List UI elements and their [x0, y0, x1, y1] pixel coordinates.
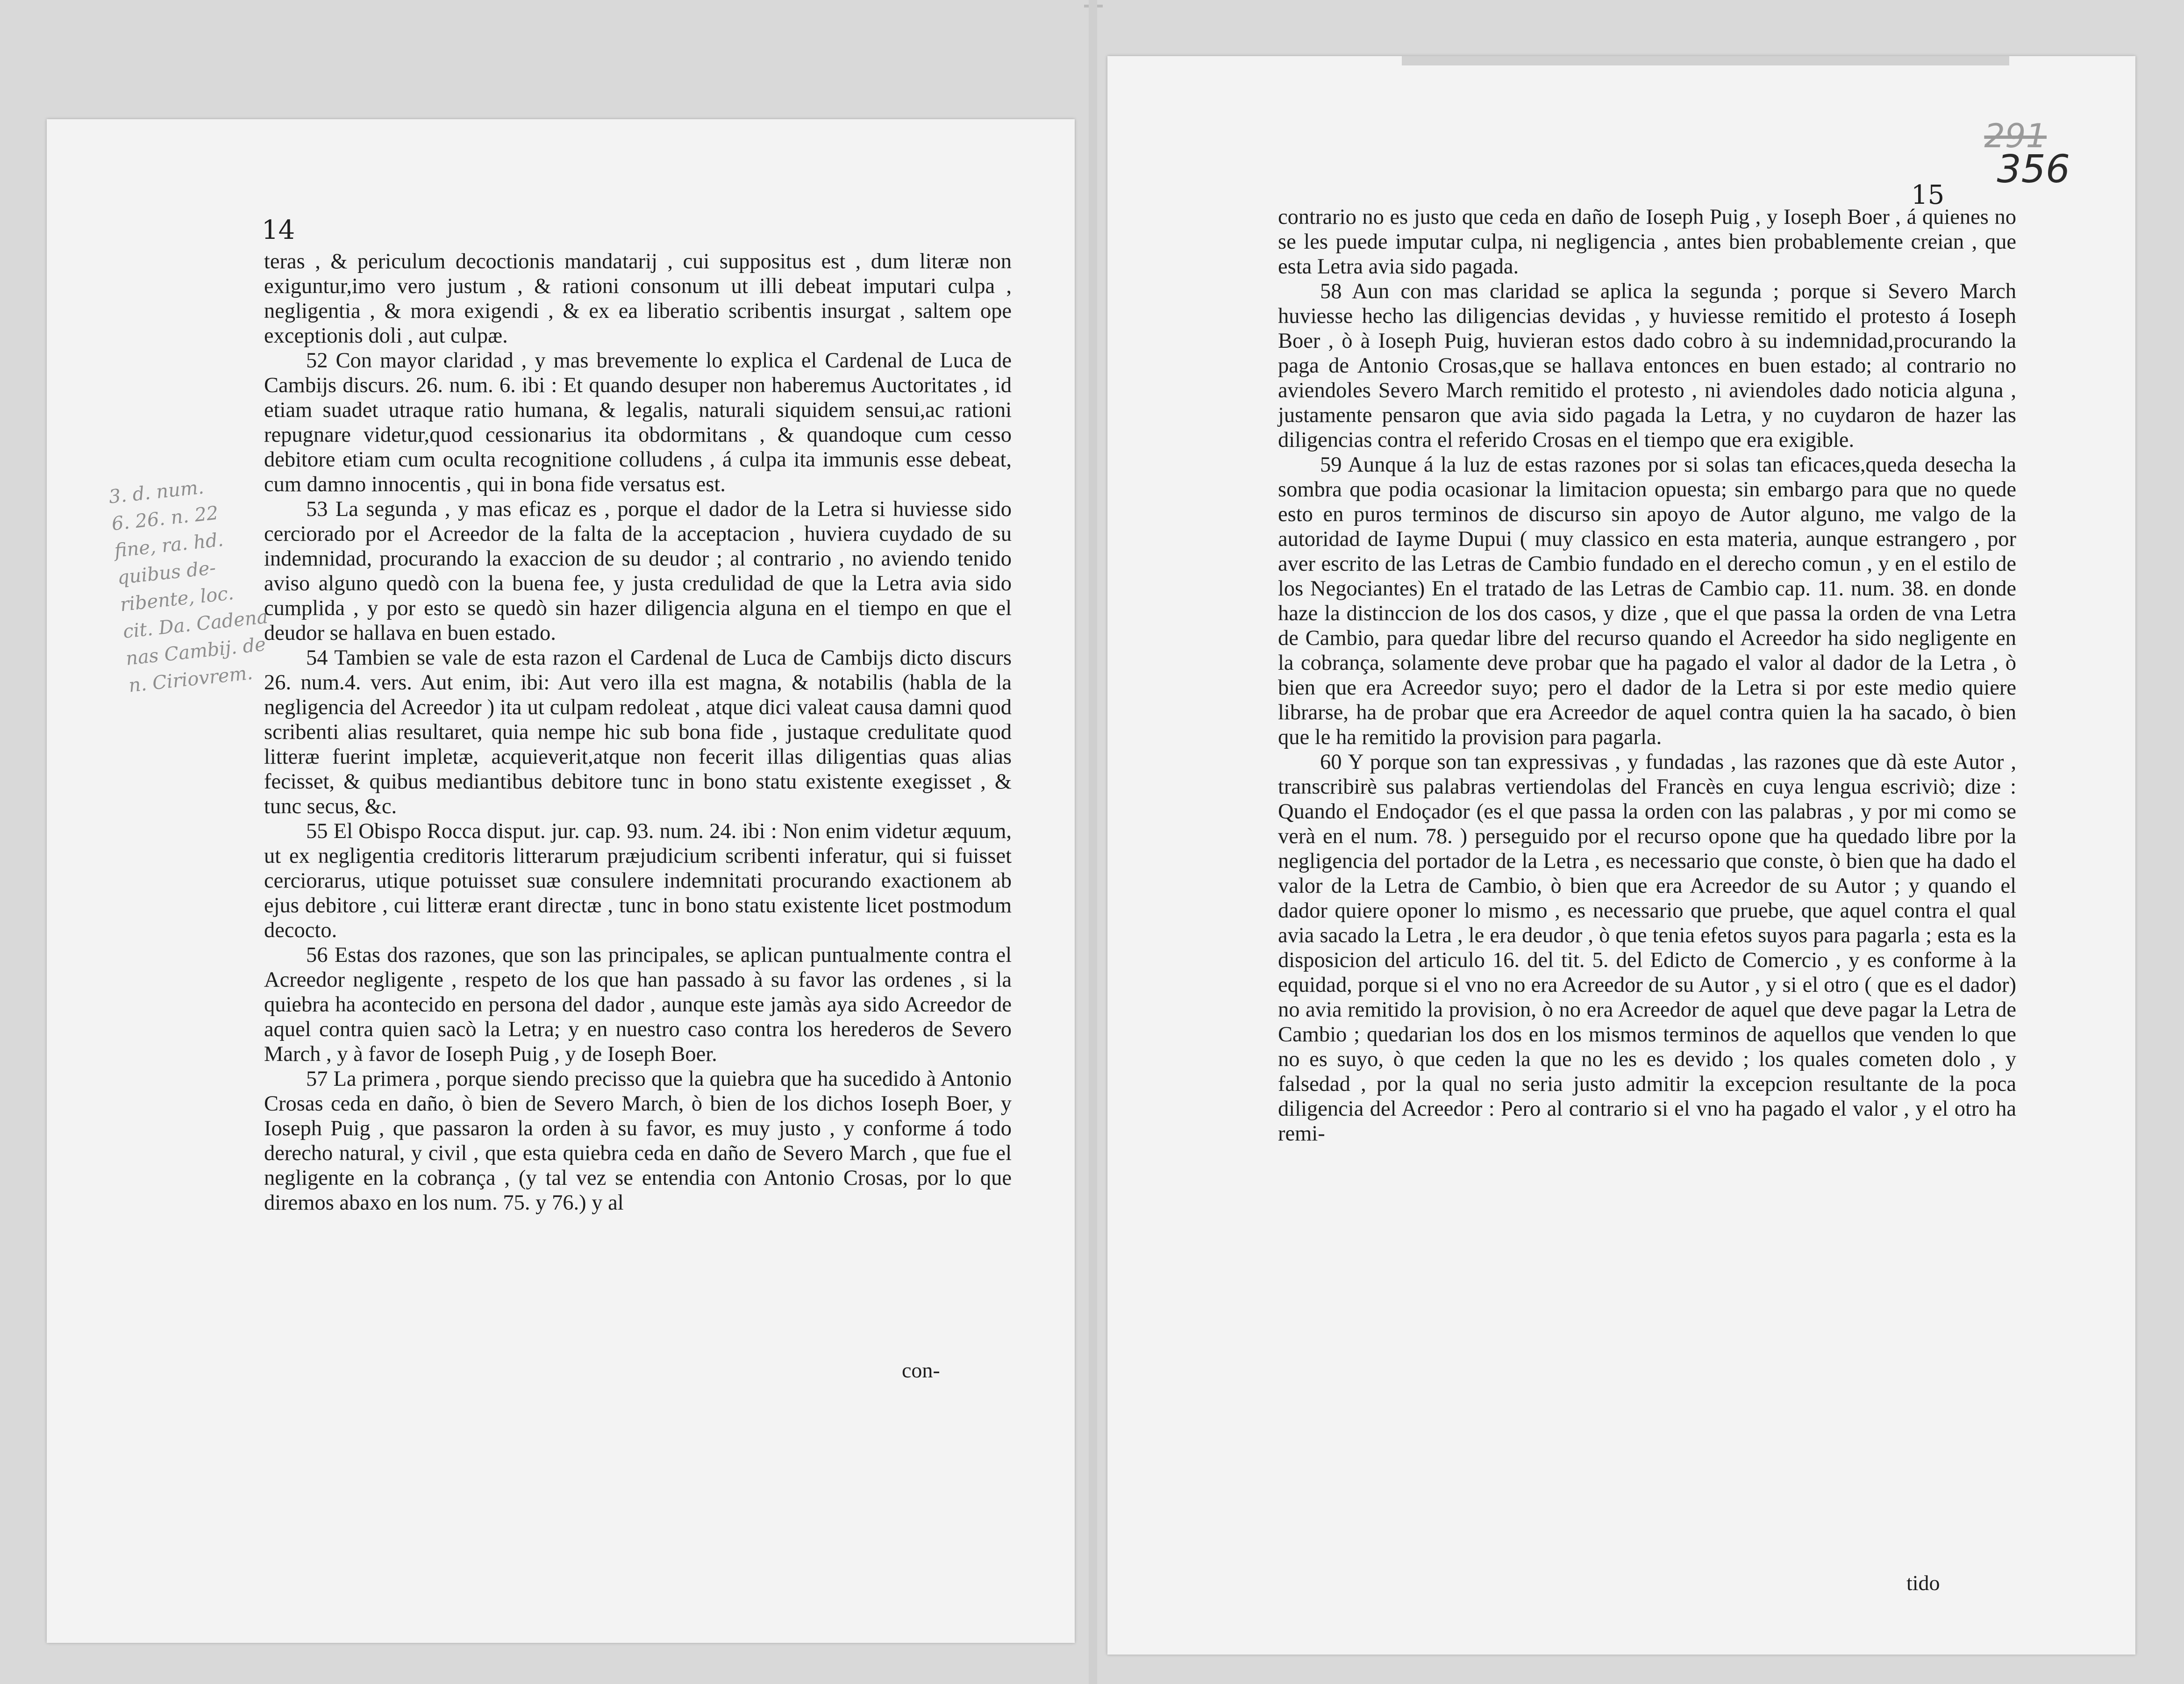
- paragraph-54: 54 Tambien se vale de esta razon el Cardenal de Luca de Cambijs dicto discurs 26. num.4. vers. Aut enim, ibi: Aut vero illa est magna, & notabilis (habla de la negligencia del Acreedor ) ita ut culpam redoleat , atque dici valeat causa damni quod scribenti alias resultaret, quia nempe hic sub bona fide , justaque credulitate quod litteræ fuerint impletæ, acquieverit,atque non fecerit illas diligentias quas alias fecisset, & quibus mediantibus debitore tunc in bono statu existente exegisset , & tunc secus, &c.: [264, 646, 1012, 818]
- paragraph-52: 52 Con mayor claridad , y mas brevemente lo explica el Cardenal de Luca de Cambijs discurs. 26. num. 6. ibi : Et quando desuper non haberemus Auctoritates , id etiam suadet utraque ratio humana, & legalis, naturali siquidem sensui,ac rationi repugnare videtur,quod cessionarius ita obdormitans , & quandoque cum cesso debitore etiam cum oculta recognitione colludens , á culpa ita immunis esse debeat, cum damno innocentis , qui in bona fide versatus est.: [264, 349, 1012, 496]
- left-page: [47, 119, 1075, 1643]
- right-page-number: 15: [1911, 180, 1945, 210]
- page-edge-strip: [1402, 55, 2009, 65]
- right-page-text: [1278, 205, 2016, 1146]
- left-catchword: con-: [902, 1358, 940, 1382]
- book-gutter: [1089, 0, 1097, 1684]
- paragraph: teras , & periculum decoctionis mandatarij , cui suppositus est , dum literæ non exiguntur,imo vero justum , & rationi consonum ut illi debeat imputari culpa , negligentia , & mora exigendi , & ex ea liberatio scribentis insurgat , saltem ope exceptionis doli , aut culpæ.: [264, 250, 1012, 348]
- left-page-number: 14: [262, 215, 295, 245]
- paragraph-57: 57 La primera , porque siendo precisso que la quiebra que ha sucedido à Antonio Crosas ceda en daño, ò bien de Severo March, ò bien de los dichos Ioseph Boer, y Ioseph Puig , que passaron la orden à su favor, es muy justo , y conforme á todo derecho natural, y civil , que esta quiebra ceda en daño de Severo March , que fue el negligente en la cobrança , (y tal vez se entendia con Antonio Crosas, por lo que diremos abaxo en los num. 75. y 76.) y al: [264, 1067, 1012, 1215]
- old-folio-number: 291: [1984, 117, 2047, 155]
- paragraph: contrario no es justo que ceda en daño de Ioseph Puig , y Ioseph Boer , á quienes no se les puede imputar culpa, ni negligencia , antes bien probablemente creian , que esta Letra avia sido pagada.: [1278, 205, 2016, 279]
- paragraph-56: 56 Estas dos razones, que son las principales, se aplican puntualmente contra el Acreedor negligente , respeto de los que han passado à su favor las ordenes , si la quiebra ha acontecido en persona del dador , aunque este jamàs aya sido Acreedor de aquel contra quien sacò la Letra; y en nuestro caso contra los herederos de Severo March , y à favor de Ioseph Puig , y de Ioseph Boer.: [264, 943, 1012, 1066]
- paragraph-53: 53 La segunda , y mas eficaz es , porque el dador de la Letra si huviesse sido cerciorado por el Acreedor de la falta de la acceptacion , huviera cuydado de su indemnidad, procurando la exaccion de su deudor ; al contrario , no aviendo tenido aviso alguno quedò con la buena fee, y justa credulidad de que la Letra avia sido cumplida , y por esto se quedò sin hazer diligencia alguna en el tiempo en que el deudor se hallava en buen estado.: [264, 497, 1012, 645]
- paragraph-59: 59 Aunque á la luz de estas razones por si solas tan eficaces,queda desecha la sombra que podia ocasionar la limitacion opuesta; sin embargo para que no quede esto en puros terminos de discurso sin apoyo de Autor alguno, me valgo de la autoridad de Iayme Dupui ( muy classico en esta materia, aunque estrangero , por aver escrito de las Letras de Cambio fundado en el derecho comun , y en el estilo de los Negociantes) En el tratado de las Letras de Cambio cap. 11. num. 38. en donde haze la distinccion de los dos casos, y dize , que el que passa la orden de vna Letra de Cambio, para quedar libre del recurso quando el Acreedor ha sido negligente en la cobrança, solamente deve probar que ha pagado el valor al dador de la Letra , ò bien que era Acreedor suyo; pero el dador de la Letra si por este medio quiere librarse, ha de probar que era Acreedor de aquel contra quien la ha sacado, ò bien que le ha remitido la provision para pagarla.: [1278, 453, 2016, 749]
- left-page-text: [264, 249, 1012, 1215]
- right-page: [1107, 56, 2135, 1655]
- handwritten-margin-note: 3. d. num. 6. 26. n. 22 fine, ra. hd. quibus de- ribente, loc. cit. Da. Cadena nas Cambij. de n. Ciriovrem.: [107, 476, 269, 697]
- folio-number: 356: [1997, 147, 2070, 192]
- paragraph-55: 55 El Obispo Rocca disput. jur. cap. 93. num. 24. ibi : Non enim videtur æquum, ut ex negligentia creditoris litterarum præjudicium scribenti inferatur, qui si fuisset cerciorarus, utique potuisset suæ consulere indemnitati procurando exactionem ab ejus debitore , cui litteræ erant directæ , tunc in bono statu existente licet postmodum decocto.: [264, 819, 1012, 942]
- right-catchword: tido: [1906, 1571, 1940, 1595]
- paragraph-58: 58 Aun con mas claridad se aplica la segunda ; porque si Severo March huviesse hecho las diligencias devidas , y huviesse remitido el protesto á Ioseph Boer , ò à Ioseph Puig, huvieran estos dado cobro à su indemnidad,procurando la paga de Antonio Crosas,que se hallava entonces en buen estado; al contrario no aviendoles Severo March remitido el protesto , ni aviendoles dado noticia alguna , justamente pensaron que avia sido pagada la Letra, y no cuydaron de hazer las diligencias contra el referido Crosas en el tiempo que era exigible.: [1278, 279, 2016, 452]
- paragraph-60: 60 Y porque son tan expressivas , y fundadas , las razones que dà este Autor , transcribirè sus palabras vertiendolas del Francès en cuya lengua escriviò; dize : Quando el Endoçador (es el que passa la orden con las palabras , y por mi como se verà en el num. 78. ) perseguido por el recurso opone que ha quedado libre por la negligencia del portador de la Letra , es necessario que conste, ò bien que ha dado el valor de la Letra de Cambio, ò bien que era Acreedor de su Autor ; y quando el dador quiere oponer lo mismo , es necessario que pruebe, que aquel contra el qual avia sacado la Letra , le era deudor , ò que tenia efetos suyos para pagarla ; esta es la disposicion del articulo 16. del tit. 5. del Edicto de Comercio , y es conforme à la equidad, porque si el vno no era Acreedor de su Autor , y si el otro ( que es el dador) no avia remitido la provision, ò no era Acreedor de aquel que deve pagar la Letra de Cambio ; quedarian los dos en los mismos terminos de aquellos que venden lo que no es suyo, ò que ceden la que no les es devido ; los quales cometen dolo , y falsedad , por la qual no seria justo admitir la excepcion resultante de la poca diligencia del Acreedor : Pero al contrario si el vno ha pagado el valor , y el otro ha remi-: [1278, 750, 2016, 1146]
